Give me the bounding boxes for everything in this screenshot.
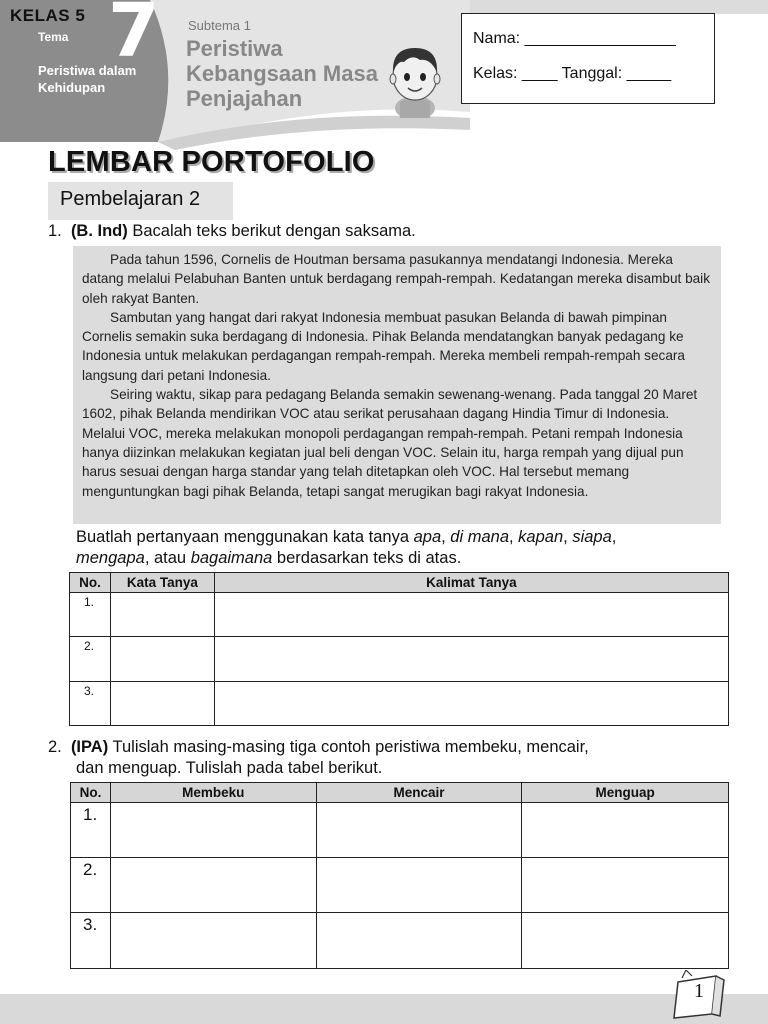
task-word-siapa: siapa [572,528,612,546]
question-2-table [70,782,729,969]
kata-tanya-cell[interactable] [110,682,214,726]
question-1-subject: (B. Ind) [70,222,128,240]
column-header-no: No. [71,783,111,803]
footer-band [0,994,768,1024]
question-1-number: 1. [48,222,62,240]
table-row [71,858,729,913]
mencair-cell[interactable] [316,803,522,858]
question-1-task-line-1 [76,528,616,547]
kalimat-tanya-cell[interactable] [214,637,728,682]
subtema-title: Peristiwa Kebangsaan Masa Penjajahan [186,36,378,111]
question-1-heading [48,222,416,241]
task-word-apa: apa [413,528,442,546]
question-2-instruction: Tulislah masing-masing tiga contoh peristiwa membeku, mencair, [108,738,589,756]
kelas-label: KELAS 5 [10,6,86,25]
kalimat-tanya-cell[interactable] [214,593,728,637]
column-header-kalimat-tanya: Kalimat Tanya [214,573,728,593]
row-number: 2. [70,637,111,682]
membeku-cell[interactable] [110,803,316,858]
tema-title: Peristiwa dalam Kehidupan [38,63,137,95]
column-header-menguap: Menguap [522,783,729,803]
question-1-instruction: Bacalah teks berikut dengan saksama. [127,222,416,240]
task-separator: , [563,528,573,546]
table-row [70,682,729,726]
question-1-table [69,572,729,726]
membeku-cell[interactable] [110,913,316,969]
membeku-cell[interactable] [110,858,316,913]
kelas-tanggal-field[interactable]: Kelas: ____ Tanggal: _____ [473,65,672,82]
tema-label: Tema [38,30,69,44]
passage-paragraph: Seiring waktu, sikap para pedagang Belanda semakin sewenang-wenang. Pada tanggal 20 Maret 1602, pihak Belanda mendirikan VOC atau serikat perusahaan dagang Hindia Timur di Indonesia. Melalui VOC, mereka melakukan monopoli perdagangan rempah-rempah. Petani rempah Indonesia hanya diizinkan melakukan kegiatan jual beli dengan VOC. Selain itu, harga rempah yang dijual pun harus sesuai dengan harga standar yang telah ditetapkan oleh VOC. Hal tersebut memang menguntungkan bagi pihak Belanda, tetapi sangat merugikan bagi rakyat Indonesia. [82,387,698,499]
reading-passage [73,246,721,524]
table-row [71,913,729,969]
question-2-subject: (IPA) [70,738,109,756]
table-header-row [70,573,729,593]
column-header-no: No. [70,573,111,593]
row-number: 1. [70,593,111,637]
task-word-mengapa: mengapa [76,549,145,567]
task-word-bagaimana: bagaimana [190,549,273,567]
table-row [71,803,729,858]
mencair-cell[interactable] [316,858,522,913]
menguap-cell[interactable] [522,913,729,969]
table-row [70,637,729,682]
pembelajaran-label: Pembelajaran 2 [48,182,233,220]
task-text: berdasarkan teks di atas. [272,549,462,567]
row-number: 2. [71,858,111,913]
question-1-task-line-2 [76,549,461,568]
task-separator: , [509,528,519,546]
kalimat-tanya-cell[interactable] [214,682,728,726]
question-2-heading [48,738,589,757]
column-header-membeku: Membeku [110,783,316,803]
page-title: LEMBAR PORTOFOLIO [48,146,375,178]
task-text: Buatlah pertanyaan menggunakan kata tanya [76,528,414,546]
task-word-di-mana: di mana [450,528,509,546]
passage-paragraph: Sambutan yang hangat dari rakyat Indonesia membuat pasukan Belanda di bawah pimpinan Cornelis semakin suka berdagang di Indonesia. Pihak Belanda mendatangkan banyak pedagang ke Indonesia untuk melakukan perdagangan rempah-rempah. Mereka membeli rempah-rempah secara langsung dari petani Indonesia. [82,309,685,383]
task-separator: , atau [144,549,191,567]
table-row [70,593,729,637]
table-header-row [71,783,729,803]
question-2-number: 2. [48,738,62,756]
row-number: 3. [71,913,111,969]
mencair-cell[interactable] [316,913,522,969]
student-info-box [461,13,715,104]
subtema-label: Subtema 1 [188,18,251,33]
row-number: 1. [71,803,111,858]
task-word-kapan: kapan [518,528,564,546]
question-2-instruction-line-2: dan menguap. Tulislah pada tabel berikut. [76,759,383,777]
task-separator: , [441,528,451,546]
column-header-mencair: Mencair [316,783,522,803]
nama-field[interactable]: Nama: _________________ [473,30,676,47]
kata-tanya-cell[interactable] [110,593,214,637]
row-number: 3. [70,682,111,726]
kata-tanya-cell[interactable] [110,637,214,682]
menguap-cell[interactable] [522,803,729,858]
tema-number: 7 [108,0,160,74]
task-separator: , [611,528,617,546]
page-number: 1 [694,980,704,1002]
passage-paragraph: Pada tahun 1596, Cornelis de Houtman bersama pasukannya mendatangi Indonesia. Mereka datang melalui Pelabuhan Banten untuk berdagang rempah-rempah. Kedatangan mereka disambut baik oleh rakyat Banten. [82,252,711,306]
menguap-cell[interactable] [522,858,729,913]
column-header-kata-tanya: Kata Tanya [110,573,214,593]
